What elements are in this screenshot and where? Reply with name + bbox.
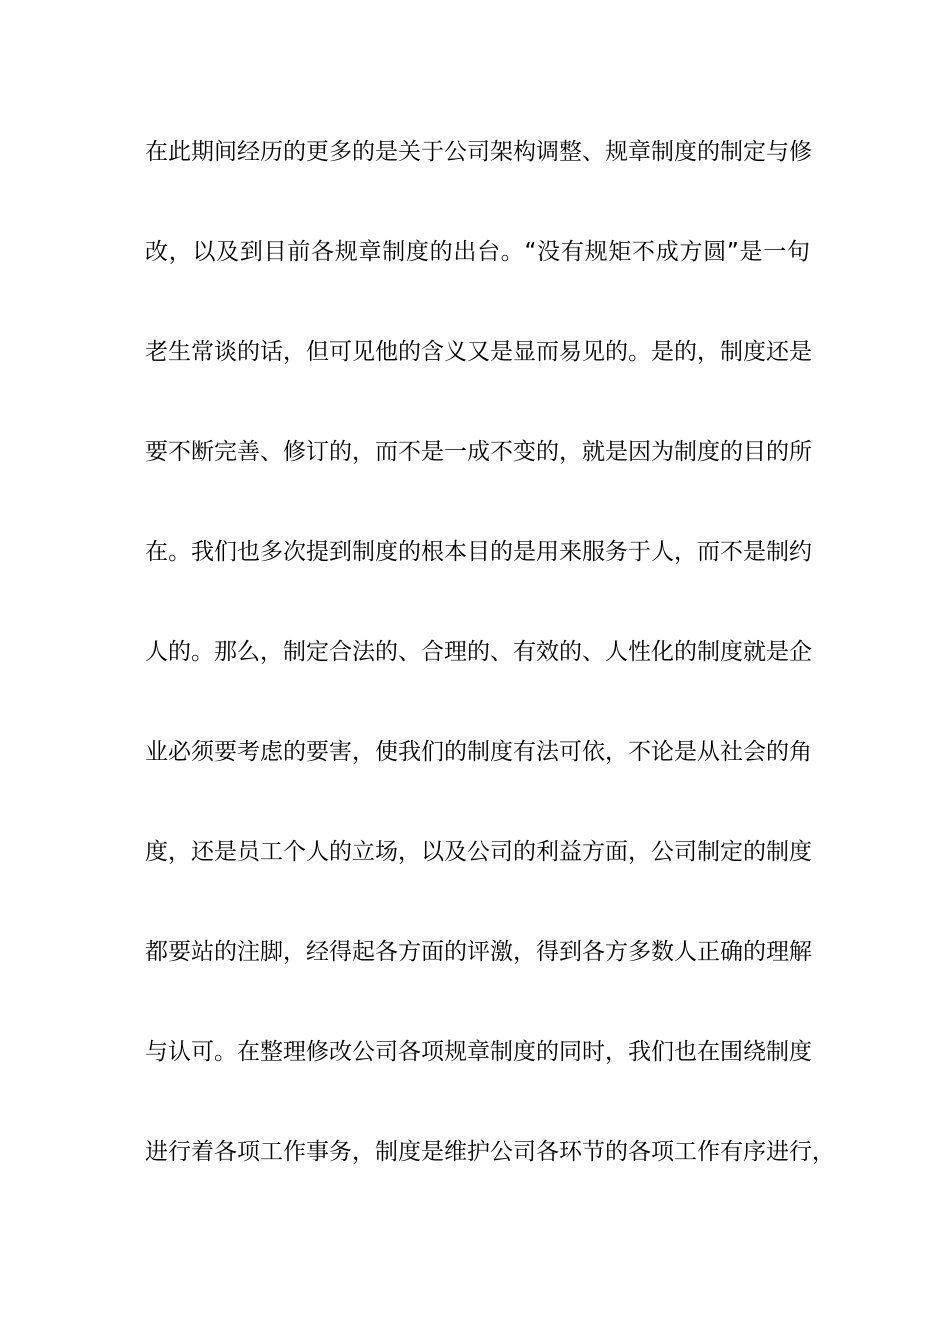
paragraph-line: 要不断完善、修订的，而不是一成不变的，就是因为制度的目的所 [145,439,812,465]
paragraph-line: 在此期间经历的更多的是关于公司架构调整、规章制度的制定与修 [145,139,812,165]
paragraph-line: 人的。那么，制定合法的、合理的、有效的、人性化的制度就是企 [145,639,812,665]
paragraph-line: 老生常谈的话，但可见他的含义又是显而易见的。是的，制度还是 [145,339,812,365]
paragraph-line: 都要站的注脚，经得起各方面的评激，得到各方多数人正确的理解 [145,939,812,965]
paragraph-line: 业必须要考虑的要害，使我们的制度有法可依，不论是从社会的角 [145,739,812,765]
paragraph-line: 在。我们也多次提到制度的根本目的是用来服务于人，而不是制约 [145,539,812,565]
paragraph-line: 度，还是员工个人的立场，以及公司的利益方面，公司制定的制度 [145,839,812,865]
paragraph-line: 与认可。在整理修改公司各项规章制度的同时，我们也在围绕制度 [145,1039,812,1065]
paragraph-line: 改，以及到目前各规章制度的出台。“没有规矩不成方圆”是一句 [145,239,810,265]
paragraph-line: 进行着各项工作事务，制度是维护公司各环节的各项工作有序进行， [145,1139,835,1165]
